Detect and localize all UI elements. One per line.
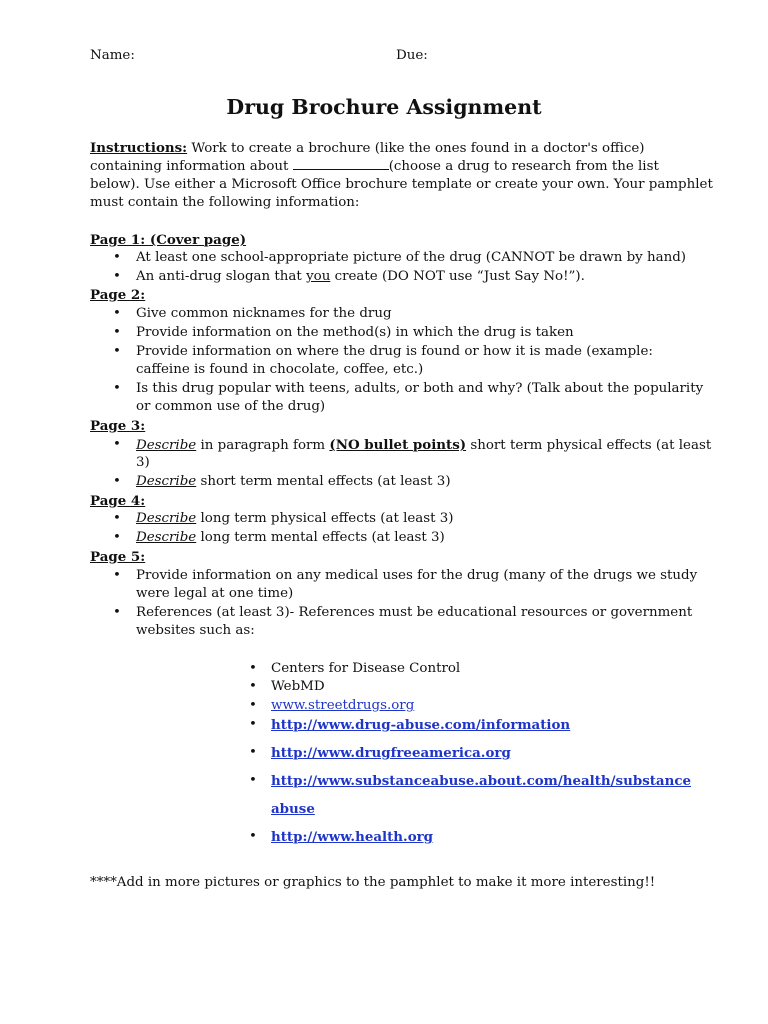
slogan-text-you: you bbox=[306, 269, 331, 284]
link-streetdrugs[interactable]: www.streetdrugs.org bbox=[271, 698, 415, 713]
no-bullet-points-text: (NO bullet points) bbox=[329, 437, 467, 453]
bullet: • bbox=[113, 605, 121, 620]
instructions-label: Instructions: bbox=[90, 140, 188, 156]
footer-note: ****Add in more pictures or graphics to the pamphlet to make it more interesting!! bbox=[90, 875, 656, 890]
page3-bullet-1 bbox=[136, 436, 711, 455]
describe-word: Describe bbox=[136, 511, 197, 526]
bullet: • bbox=[249, 745, 257, 760]
instructions-text-1: Work to create a brochure (like the ones found in a doctor's office) bbox=[187, 141, 645, 156]
bullet: • bbox=[113, 530, 121, 545]
describe-word: Describe bbox=[136, 530, 197, 545]
link-drugfreeamerica[interactable]: http://www.drugfreeamerica.org bbox=[271, 745, 511, 761]
bullet: • bbox=[249, 773, 257, 788]
page3-text-post: short term physical effects (at least bbox=[466, 438, 712, 453]
link-health[interactable]: http://www.health.org bbox=[271, 829, 434, 845]
bullet: • bbox=[113, 437, 121, 452]
instructions-line-2 bbox=[90, 157, 659, 176]
instructions-line-3: below). Use either a Microsoft Office brochure template or create your own. Your pamphlet bbox=[90, 177, 713, 192]
link-drug-abuse[interactable]: http://www.drug-abuse.com/information bbox=[271, 717, 571, 733]
page3-bullet-2 bbox=[136, 473, 451, 491]
bullet: • bbox=[113, 344, 121, 359]
instructions-text-2b: (choose a drug to research from the list bbox=[388, 159, 659, 174]
page2-heading: Page 2: bbox=[90, 287, 146, 303]
bullet: • bbox=[113, 568, 121, 583]
page2-bullet-3b: caffeine is found in chocolate, coffee, etc.) bbox=[136, 362, 424, 377]
bullet: • bbox=[249, 661, 257, 676]
describe-word: Describe bbox=[136, 474, 197, 489]
page4-bullet-1 bbox=[136, 510, 454, 528]
link-substanceabuse[interactable]: http://www.substanceabuse.about.com/health/substance bbox=[271, 773, 692, 789]
page2-bullet-3a: Provide information on where the drug is found or how it is made (example: bbox=[136, 344, 653, 359]
bullet: • bbox=[113, 325, 121, 340]
page2-bullet-4b: or common use of the drug) bbox=[136, 399, 326, 414]
page2-bullet-1: Give common nicknames for the drug bbox=[136, 306, 392, 321]
page5-bullet-2a: References (at least 3)- References must be educational resources or government bbox=[136, 605, 693, 620]
instructions-line-1 bbox=[90, 139, 645, 158]
bullet: • bbox=[113, 474, 121, 489]
page2-bullet-2: Provide information on the method(s) in which the drug is taken bbox=[136, 325, 574, 340]
bullet: • bbox=[249, 717, 257, 732]
page5-heading: Page 5: bbox=[90, 549, 146, 565]
page4-bullet-2 bbox=[136, 529, 445, 547]
name-label: Name: bbox=[90, 48, 135, 63]
page5-bullet-1b: were legal at one time) bbox=[136, 586, 294, 601]
page1-bullet-2 bbox=[136, 268, 585, 286]
page3-text-2: short term mental effects (at least 3) bbox=[196, 474, 451, 489]
bullet: • bbox=[249, 829, 257, 844]
bullet: • bbox=[113, 269, 121, 284]
page4-text-1: long term physical effects (at least 3) bbox=[196, 511, 454, 526]
drug-blank bbox=[293, 157, 389, 170]
bullet: • bbox=[113, 250, 121, 265]
page4-text-2: long term mental effects (at least 3) bbox=[196, 530, 445, 545]
page3-bullet-1-cont: 3) bbox=[136, 455, 150, 470]
link-substanceabuse-cont[interactable]: abuse bbox=[271, 801, 315, 817]
bullet: • bbox=[249, 679, 257, 694]
slogan-text-pre: An anti-drug slogan that bbox=[136, 269, 307, 284]
document-title: Drug Brochure Assignment bbox=[226, 95, 542, 119]
bullet: • bbox=[113, 306, 121, 321]
bullet: • bbox=[113, 381, 121, 396]
reference-webmd: WebMD bbox=[271, 679, 325, 694]
reference-cdc: Centers for Disease Control bbox=[271, 661, 461, 676]
page3-heading: Page 3: bbox=[90, 418, 146, 434]
describe-word: Describe bbox=[136, 438, 197, 453]
bullet: • bbox=[113, 511, 121, 526]
page5-bullet-1a: Provide information on any medical uses for the drug (many of the drugs we study bbox=[136, 568, 698, 583]
instructions-text-2a: containing information about bbox=[90, 159, 293, 174]
due-label: Due: bbox=[396, 48, 428, 63]
page3-text-mid: in paragraph form bbox=[196, 438, 330, 453]
page4-heading: Page 4: bbox=[90, 493, 146, 509]
bullet: • bbox=[249, 698, 257, 713]
page5-bullet-2b: websites such as: bbox=[136, 623, 255, 638]
page1-bullet-1: At least one school-appropriate picture of the drug (CANNOT be drawn by hand) bbox=[136, 250, 686, 265]
instructions-line-4: must contain the following information: bbox=[90, 195, 360, 210]
slogan-text-post: create (DO NOT use “Just Say No!”). bbox=[330, 269, 585, 284]
page1-heading: Page 1: (Cover page) bbox=[90, 232, 247, 248]
page2-bullet-4a: Is this drug popular with teens, adults, or both and why? (Talk about the popularity bbox=[136, 381, 704, 396]
